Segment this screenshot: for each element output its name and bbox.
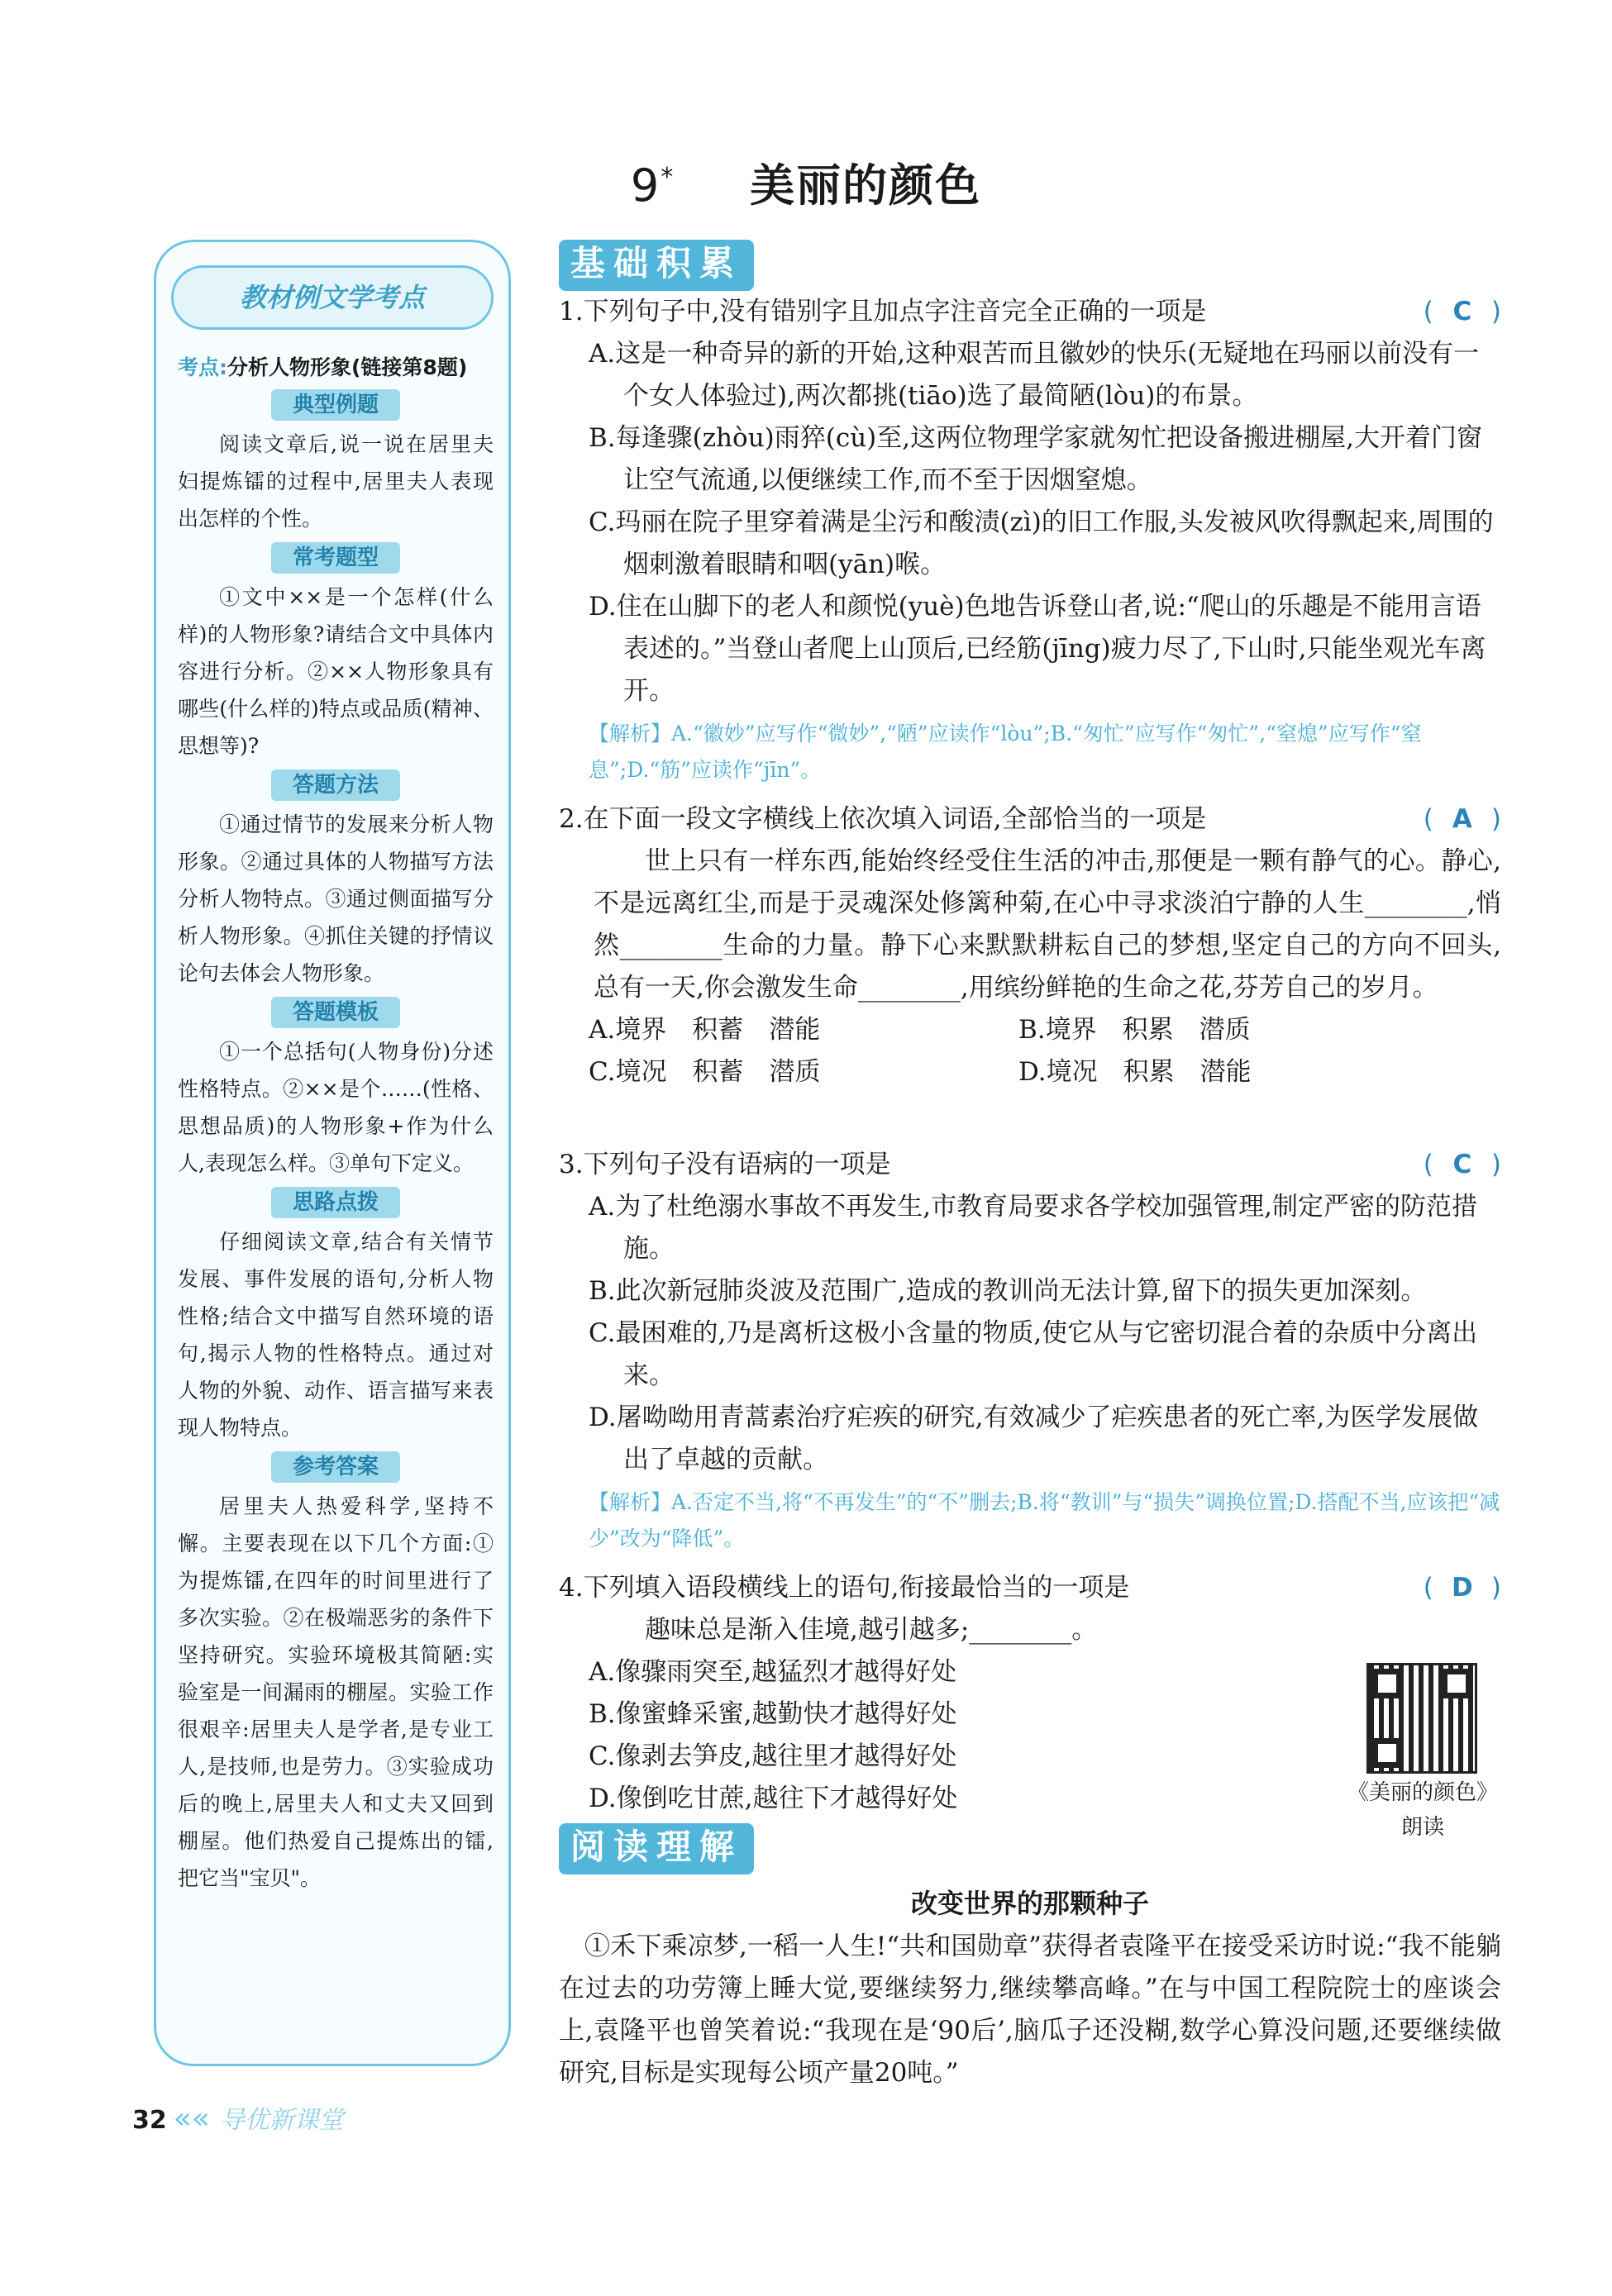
answer-badge: ( C ) — [1423, 297, 1501, 326]
option: A.像骤雨突至,越猛烈才越得好处 — [589, 1657, 957, 1687]
article-title: 改变世界的那颗种子 — [910, 1888, 1149, 1919]
qr-code-icon[interactable] — [1366, 1663, 1477, 1774]
option: D.境况 积累 潜能 — [1018, 1057, 1252, 1087]
kaodian: 考点:分析人物形象(链接第8题) — [178, 355, 468, 379]
question-1 — [559, 291, 1501, 792]
sidebar-section-heading: 答题方法 — [178, 769, 494, 801]
sidebar-header: 教材例文学考点 — [171, 265, 494, 330]
sidebar-paragraph: ①一个总括句(人物身份)分述性格特点。②××是个……(性格、思想品质)的人物形象+作为什么人,表现怎么样。③单句下定义。 — [178, 1040, 494, 1175]
question-passage: 趣味总是渐入佳境,越引越多;________。 — [645, 1615, 1098, 1645]
sidebar-paragraph: 居里夫人热爱科学,坚持不懈。主要表现在以下几个方面:①为提炼镭,在四年的时间里进行了多次实验。②在极端恶劣的条件下坚持研究。实验环境极其简陋:实验室是一间漏雨的棚屋。实验工作很艰辛:居里夫人是学者,是专业工人,是技师,也是劳力。③实验成功后的晚上,居里夫人和丈夫又回到棚屋。他们热爱自己提炼出的镭,把它当"宝贝"。 — [178, 1494, 494, 1890]
option-grid — [559, 1009, 1501, 1093]
option: A.这是一种奇异的新的开始,这种艰苦而且徽妙的快乐(无疑地在玛丽以前没有一个女人体验过),两次都挑(tiāo)选了最简陋(lòu)的布景。 — [589, 339, 1480, 411]
sidebar-section-heading: 参考答案 — [178, 1451, 494, 1483]
question-3 — [559, 1144, 1501, 1560]
sidebar-section-heading: 答题模板 — [178, 997, 494, 1028]
option: A.境界 积蓄 潜能 — [589, 1015, 821, 1045]
option: B.每逢骤(zhòu)雨猝(cù)至,这两位物理学家就匆忙把设备搬进棚屋,大开着门窗让空气流通,以便继续工作,而不至于因烟窒熄。 — [589, 423, 1482, 495]
sidebar-content — [178, 351, 494, 1897]
option: D.住在山脚下的老人和颜悦(yuè)色地告诉登山者,说:“爬山的乐趣是不能用言语表述的。”当登山者爬上山顶后,已经筋(jīng)疲力尽了,下山时,只能坐观光车离开。 — [589, 592, 1486, 706]
option: C.玛丽在院子里穿着满是尘污和酸渍(zì)的旧工作服,头发被风吹得飘起来,周围的烟刺激着眼睛和咽(yān)喉。 — [589, 507, 1494, 579]
question-stem: 4.下列填入语段横线上的语句,衔接最恰当的一项是 — [559, 1573, 1130, 1603]
option: B.像蜜蜂采蜜,越勤快才越得好处 — [589, 1699, 957, 1729]
footer-brand: 导优新课堂 — [219, 2106, 344, 2135]
option: B.境界 积累 潜质 — [1018, 1015, 1251, 1045]
answer-badge: ( C ) — [1423, 1150, 1501, 1179]
question-stem: 3.下列句子没有语病的一项是 — [559, 1150, 891, 1179]
article-paragraph: ①禾下乘凉梦,一稻一人生!“共和国勋章”获得者袁隆平在接受采访时说:“我不能躺在过去的功劳簿上睡大觉,要继续努力,继续攀高峰。”在与中国工程院院士的座谈会上,袁隆平也曾笑着说:“我现在是‘90后’,脑瓜子还没糊,数学心算没问题,还要继续做研究,目标是实现每公顷产量20吨。” — [559, 1932, 1502, 2088]
answer-badge: ( A ) — [1423, 804, 1501, 834]
section-header-reading: 阅读理解 — [559, 1823, 754, 1874]
question-stem: 1.下列句子中,没有错别字且加点字注音完全正确的一项是 — [559, 297, 1207, 326]
page-footer — [132, 2099, 344, 2136]
sidebar-section-heading: 典型例题 — [178, 389, 494, 421]
sidebar-paragraph: ①文中××是一个怎样(什么样)的人物形象?请结合文中具体内容进行分析。②××人物形象具有哪些(什么样的)特点或品质(精神、思想等)? — [178, 585, 494, 758]
sidebar-section-heading: 常考题型 — [178, 542, 494, 574]
question-stem: 2.在下面一段文字横线上依次填入词语,全部恰当的一项是 — [559, 804, 1207, 834]
sidebar-paragraph: 仔细阅读文章,结合有关情节发展、事件发展的语句,分析人物性格;结合文中描写自然环境的语句,揭示人物的性格特点。通过对人物的外貌、动作、语言描写来表现人物特点。 — [178, 1230, 494, 1440]
double-chevron-left-icon: «« — [173, 2102, 210, 2136]
analysis-note: 【解析】A.“徽妙”应写作“微妙”,“陋”应读作“lòu”;B.“匆忙”应写作“匆忙”,“窒熄”应写作“窒息”;D.“筋”应读作“jīn”。 — [589, 722, 1422, 782]
sidebar-paragraph: 阅读文章后,说一说在居里夫妇提炼镭的过程中,居里夫人表现出怎样的个性。 — [178, 432, 494, 531]
option: C.境况 积蓄 潜质 — [589, 1057, 821, 1087]
sidebar-section-heading: 思路点拨 — [178, 1187, 494, 1218]
section-header-basics: 基础积累 — [559, 240, 754, 291]
qr-caption: 《美丽的颜色》朗读 — [1347, 1780, 1498, 1840]
sidebar-paragraph: ①通过情节的发展来分析人物形象。②通过具体的人物描写方法分析人物特点。③通过侧面描写分析人物形象。④抓住关键的抒情议论句去体会人物形象。 — [178, 812, 494, 985]
option: C.像剥去笋皮,越往里才越得好处 — [589, 1741, 957, 1771]
option: D.屠呦呦用青蒿素治疗疟疾的研究,有效减少了疟疾患者的死亡率,为医学发展做出了卓越的贡献。 — [589, 1403, 1479, 1474]
lesson-title: 美丽的颜色 — [750, 160, 982, 212]
page-number: 32 — [132, 2106, 167, 2135]
page-title — [0, 150, 1612, 214]
question-passage: 世上只有一样东西,能始终经受住生活的冲击,那便是一颗有静气的心。静心,不是远离红尘,而是于灵魂深处修篱种菊,在心中寻求淡泊宁静的人生________,悄然________生命的力量。静下心来默默耕耘自己的梦想,坚定自己的方向不回头,总有一天,你会激发生命________,用缤纷鲜艳的生命之花,芬芳自己的岁月。 — [594, 846, 1501, 1003]
lesson-number: 9* — [630, 160, 675, 212]
analysis-note: 【解析】A.否定不当,将“不再发生”的“不”删去;B.将“教训”与“损失”调换位置;D.搭配不当,应该把“减少”改为“降低”。 — [589, 1490, 1500, 1551]
question-2 — [559, 798, 1501, 1093]
option: B.此次新冠肺炎波及范围广,造成的教训尚无法计算,留下的损失更加深刻。 — [589, 1276, 1427, 1306]
option: A.为了杜绝溺水事故不再发生,市教育局要求各学校加强管理,制定严密的防范措施。 — [589, 1192, 1477, 1264]
answer-badge: ( D ) — [1423, 1573, 1501, 1603]
option: D.像倒吃甘蔗,越往下才越得好处 — [589, 1784, 958, 1813]
option: C.最困难的,乃是离析这极小含量的物质,使它从与它密切混合着的杂质中分离出来。 — [589, 1318, 1478, 1390]
sidebar-panel — [154, 240, 511, 2066]
